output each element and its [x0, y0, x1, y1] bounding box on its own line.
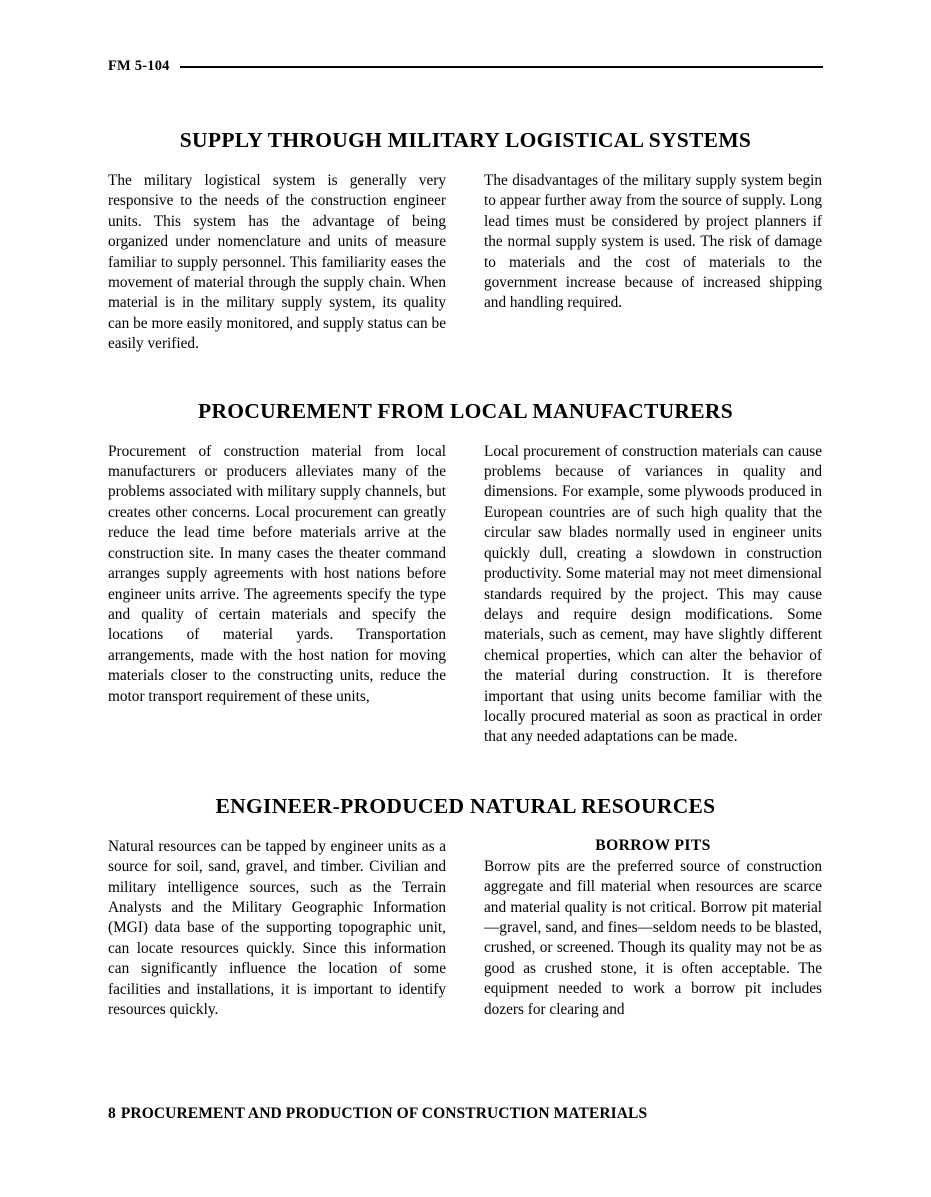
- header-rule: [180, 66, 823, 68]
- column-right: [484, 837, 822, 1020]
- column-right: [484, 171, 822, 314]
- body-paragraph: Borrow pits are the preferred source of construction aggregate and fill material when resources are scarce and material quality is not critical. Borrow pit material—gravel, sand, and fines—seldom needs to be blasted, crushed, or screened. Though its quality may not be as good as crushed stone, it is often acceptable. The equipment needed to work a borrow pit includes dozers for clearing and: [484, 857, 822, 1018]
- two-column-body: [108, 837, 823, 1021]
- section-title: ENGINEER-PRODUCED NATURAL RESOURCES: [215, 793, 716, 818]
- body-paragraph: Procurement of construction material from local manufacturers or producers alleviates many of the problems associated with military supply channels, but creates other concerns. Local procurement can greatly reduce the lead time before materials arrive at the construction site. In many cases the theater command arranges supply agreements with host nations before engineer units arrive. The agreements specify the type and quality of certain materials and specify the locations of material yards. Transportation arrangements, made with the host nation for moving materials closer to the constructing units, reduce the motor transport requirement of these units,: [108, 442, 446, 705]
- page-number: 8: [108, 1105, 116, 1122]
- section-title: PROCUREMENT FROM LOCAL MANUFACTURERS: [198, 398, 733, 423]
- body-paragraph: Natural resources can be tapped by engineer units as a source for soil, sand, gravel, and timber. Civilian and military intelligence sources, such as the Terrain Analysts and the Military Geographic Information (MGI) data base of the supporting topographic unit, can locate resources quickly. Since this information can significantly influence the location of some facilities and installations, it is important to identify resources quickly.: [108, 837, 446, 1018]
- running-head: [108, 56, 823, 76]
- page-footer: [108, 1105, 823, 1123]
- section-procurement-from-local-manufacturers: [108, 399, 823, 748]
- body-paragraph: The military logistical system is generally very responsive to the needs of the construction engineer units. This system has the advantage of being organized under nomenclature and units of measure familiar to supply personnel. This familiarity eases the movement of material through the supply chain. When material is in the military supply system, its quality can be more easily monitored, and supply status can be easily verified.: [108, 172, 446, 353]
- column-left: [108, 171, 446, 355]
- column-left: [108, 837, 446, 1021]
- subsection-heading: BORROW PITS: [595, 836, 711, 854]
- footer-chapter-title: PROCUREMENT AND PRODUCTION OF CONSTRUCTION MATERIALS: [120, 1105, 648, 1122]
- body-paragraph: Local procurement of construction materials can cause problems because of variances in quality and dimensions. For example, some plywoods produced in European countries are of such high quality that the circular saw blades normally used in engineer units quickly dull, creating a slowdown in construction productivity. Some material may not meet dimensional standards required by the project. This may cause delays and require design modifications. Some materials, such as cement, may have slightly different chemical properties, which can alter the behavior of the material during construction. It is therefore important that using units become familiar with the locally procured material as soon as practical in order that any needed adaptations can be made.: [484, 442, 822, 746]
- column-left: [108, 442, 446, 707]
- section-engineer-produced-natural-resources: [108, 794, 823, 1021]
- two-column-body: [108, 171, 823, 355]
- page-content: [108, 128, 823, 1020]
- column-right: [484, 442, 822, 748]
- section-spacer: [108, 748, 823, 794]
- two-column-body: [108, 442, 823, 748]
- body-paragraph: The disadvantages of the military supply system begin to appear further away from the source of supply. Long lead times must be considered by project planners if the normal supply system is used. The risk of damage to materials and the cost of materials to the government increase because of increased shipping and handling required.: [484, 172, 822, 312]
- section-spacer: [108, 355, 823, 399]
- manual-id: FM 5-104: [108, 57, 170, 74]
- section-title: SUPPLY THROUGH MILITARY LOGISTICAL SYSTEMS: [179, 128, 752, 152]
- section-supply-through-military-logistical-systems: [108, 128, 823, 355]
